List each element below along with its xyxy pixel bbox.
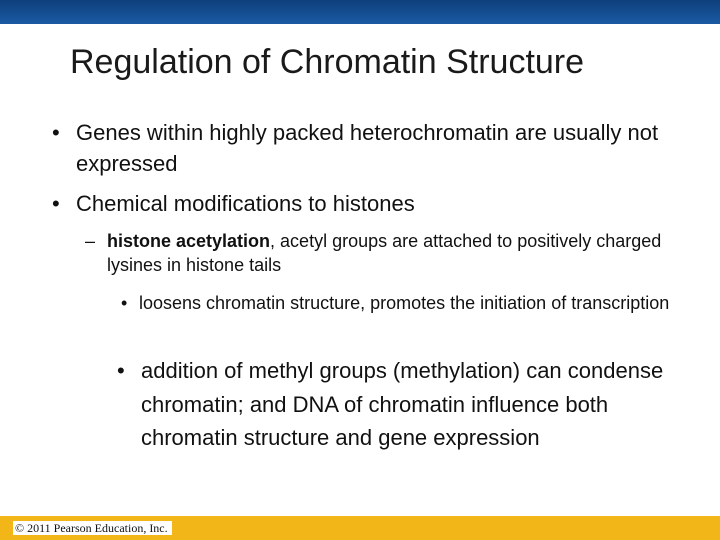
bullet-item-1 <box>52 117 676 179</box>
large-bullet-item <box>117 354 666 455</box>
sub-bullet-bold-term: histone acetylation <box>107 231 271 251</box>
sub-bullet-item <box>85 229 707 277</box>
bullet-text: Genes within highly packed heterochromatin are usually not expressed <box>76 120 659 176</box>
sub-bullet-text: , acetyl groups are attached to positively charged lysines in histone tails <box>107 231 662 275</box>
top-accent-bar <box>0 0 720 24</box>
bullet-text: Chemical modifications to histones <box>76 191 415 216</box>
subsub-bullet-item <box>121 291 699 315</box>
bullet-marker: • <box>121 293 128 313</box>
subsub-bullet-text: loosens chromatin structure, promotes the initiation of transcription <box>139 293 670 313</box>
footer-bar <box>0 516 720 540</box>
copyright-text: © 2011 Pearson Education, Inc. <box>13 521 172 535</box>
slide-title: Regulation of Chromatin Structure <box>70 43 585 81</box>
bullet-item-2 <box>52 188 696 219</box>
dash-marker: – <box>85 231 96 251</box>
large-bullet-text: addition of methyl groups (methylation) can condense chromatin; and DNA of chromatin influence both chromatin structure and gene expression <box>141 358 664 450</box>
bullet-marker: • <box>117 358 125 383</box>
bullet-marker: • <box>52 120 60 145</box>
bullet-marker: • <box>52 191 60 216</box>
